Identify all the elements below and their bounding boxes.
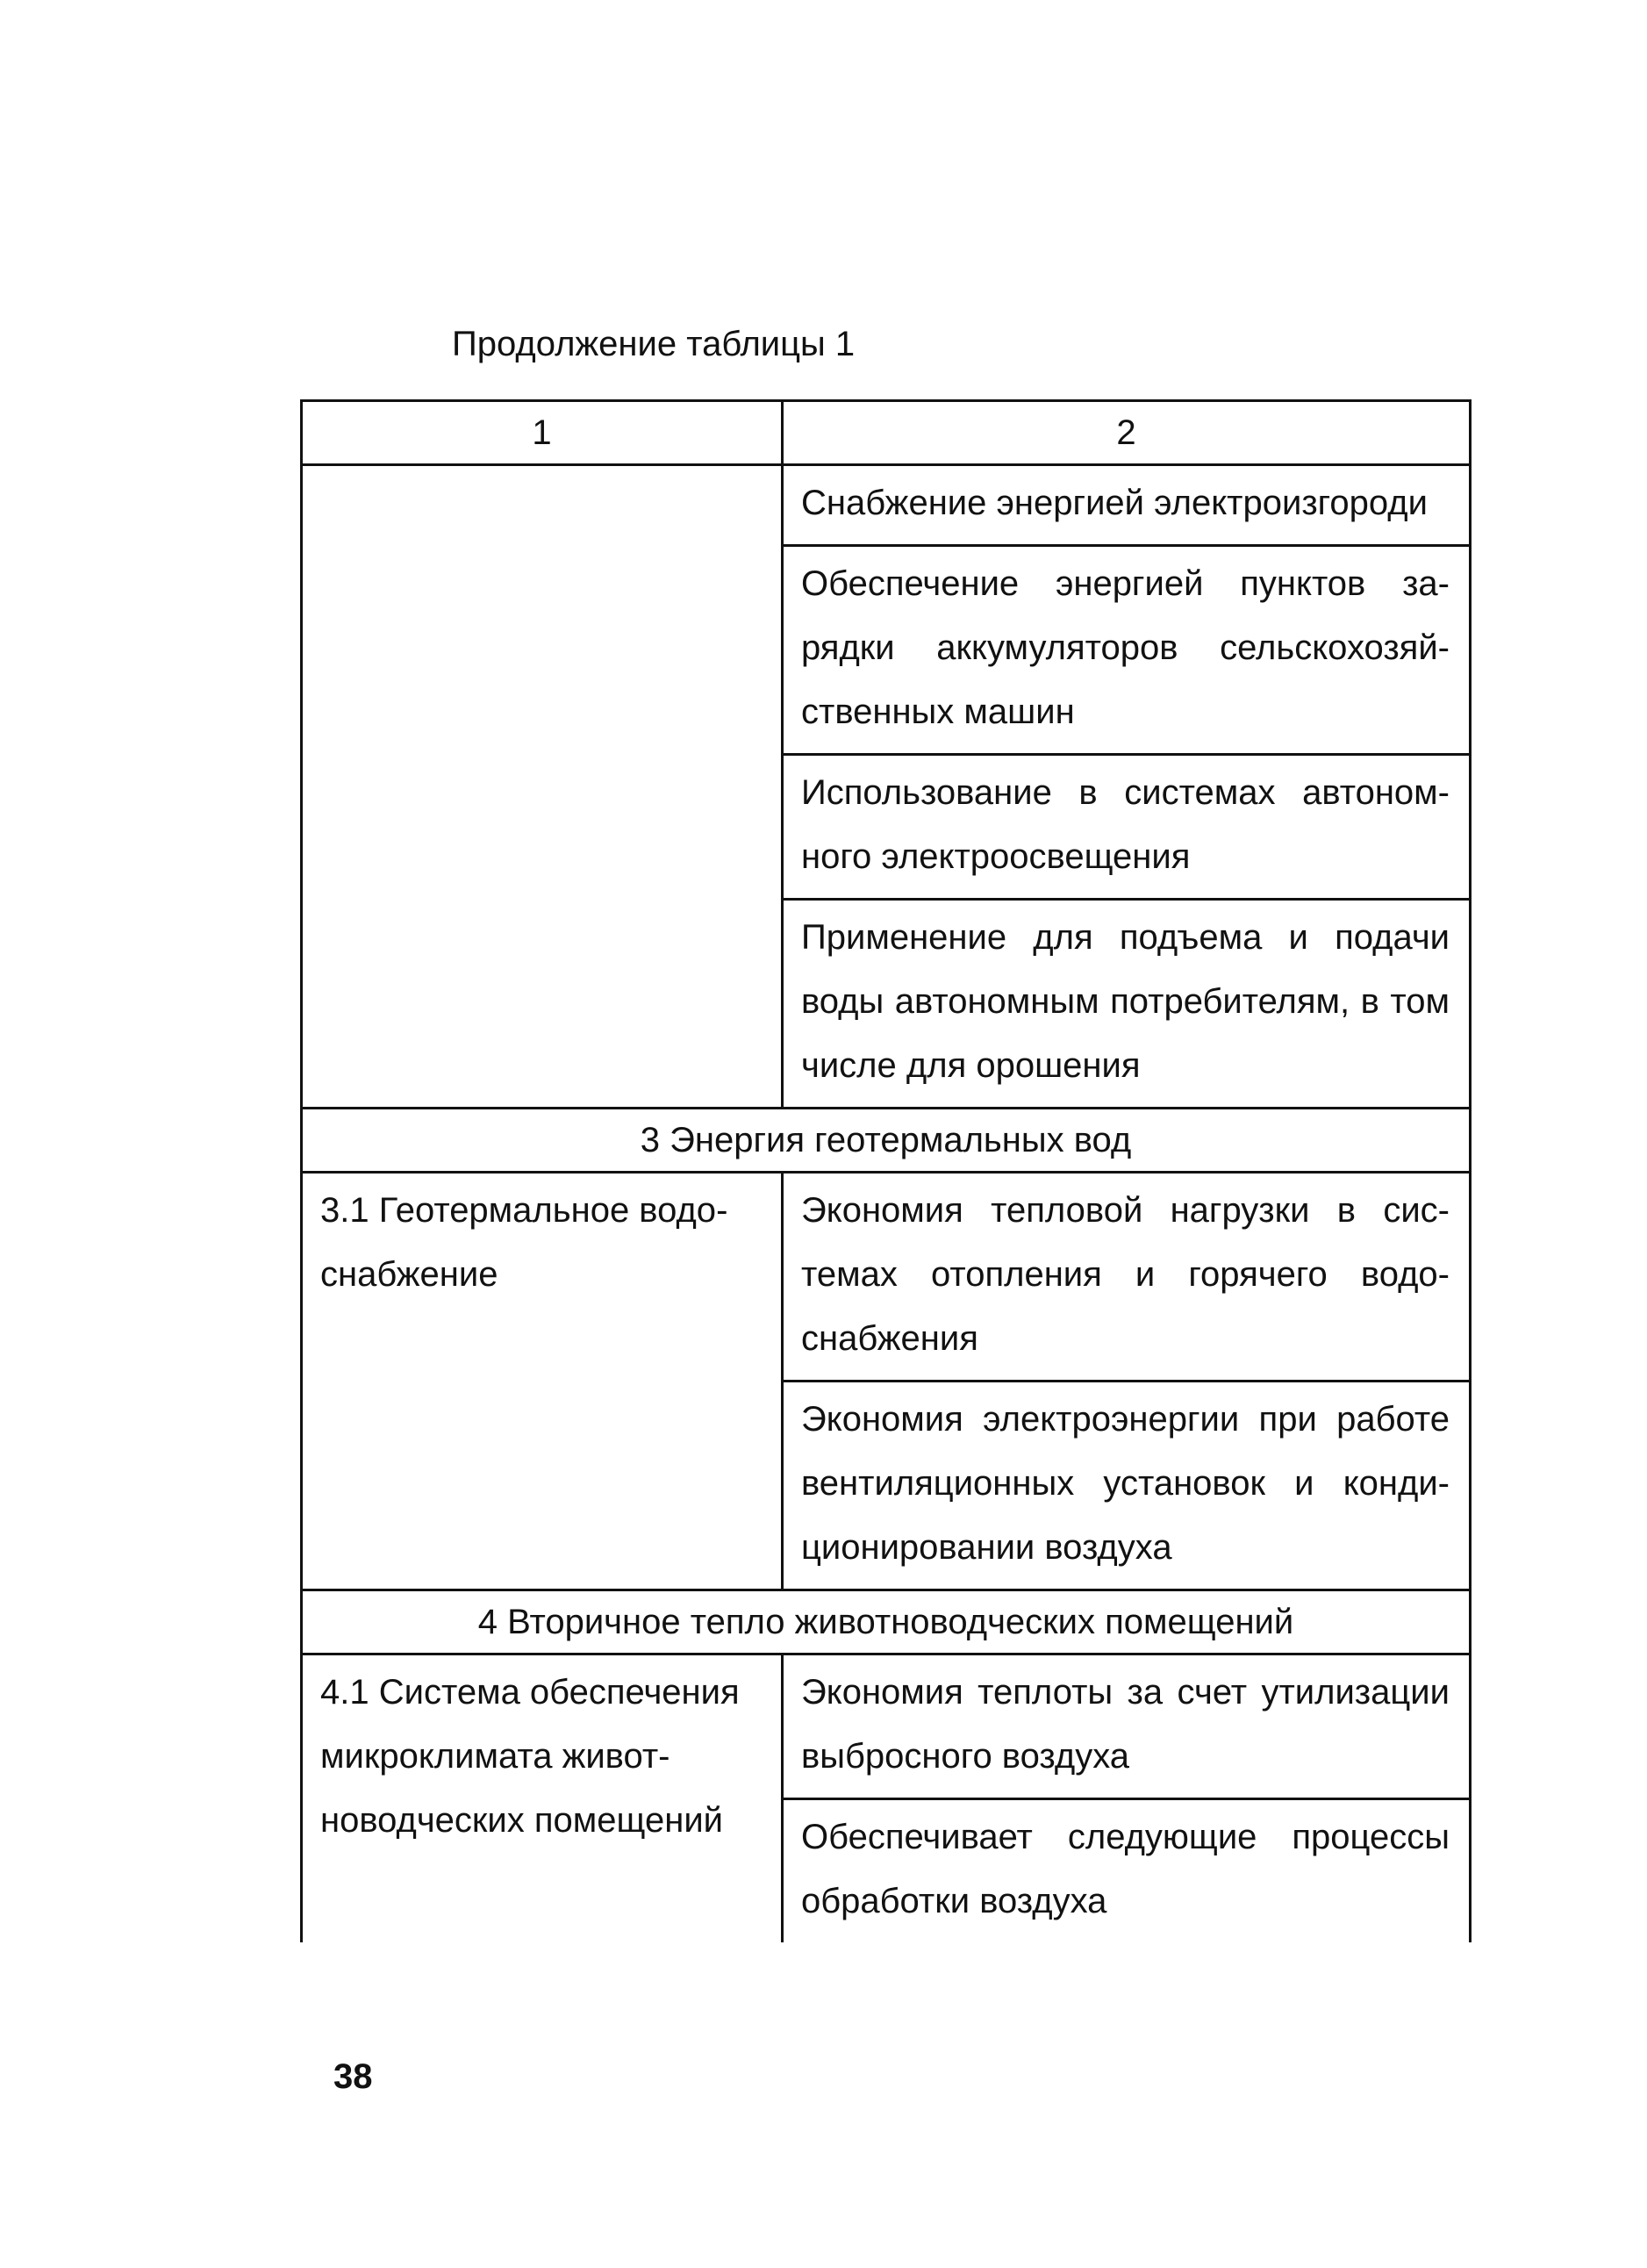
table-header-row (302, 401, 1471, 465)
cell-text: Экономия электроэнергии при работе вентиляционных установок и кондиционировании воздуха (801, 1400, 1450, 1567)
table-cell (783, 1382, 1471, 1590)
section-heading-3: 3 Энергия геотермальных вод (302, 1109, 1471, 1173)
table-cell (783, 1654, 1471, 1799)
table-cell (783, 546, 1471, 755)
table-cell (783, 755, 1471, 900)
section-row (302, 1109, 1471, 1173)
section-row (302, 1590, 1471, 1654)
cell-text: Снабжение энергией электроизгороди (801, 484, 1428, 522)
table-cell (783, 465, 1471, 546)
cell-text: Обеспечивает следующие процессы обработки воздуха (801, 1818, 1450, 1920)
header-col-1: 1 (302, 401, 783, 465)
cell-text: Обеспечение энергией пунктов зарядки аккумуляторов сельскохозяйственных машин (801, 564, 1450, 731)
table-caption: Продолжение таблицы 1 (452, 325, 856, 363)
cell-text: Экономия теплоты за счет утилизации выбросного воздуха (801, 1673, 1450, 1776)
page-number: 38 (333, 2057, 373, 2096)
cell-text: Применение для подъема и подачи воды автономным потребителям, в том числе для орошения (801, 918, 1450, 1085)
header-col-2: 2 (783, 401, 1471, 465)
empty-left-cell (302, 465, 783, 1109)
table-cell (302, 1654, 783, 1943)
cell-text: 4.1 Система обеспечения микроклимата животноводческих помещений (320, 1673, 740, 1840)
cell-text: Экономия тепловой нагрузки в системах отопления и горячего водоснабжения (801, 1191, 1450, 1358)
cell-text: 3.1 Геотермальное водоснабжение (320, 1191, 728, 1294)
table-cell (302, 1173, 783, 1590)
table-row (302, 465, 1471, 546)
section-heading-4: 4 Вторичное тепло животноводческих помещений (302, 1590, 1471, 1654)
table-row (302, 1173, 1471, 1382)
table-cell (783, 1173, 1471, 1382)
table-cell (783, 1799, 1471, 1943)
data-table (300, 399, 1472, 1942)
cell-text: Использование в системах автономного электроосвещения (801, 773, 1450, 876)
table-row (302, 1654, 1471, 1799)
table-cell (783, 900, 1471, 1109)
